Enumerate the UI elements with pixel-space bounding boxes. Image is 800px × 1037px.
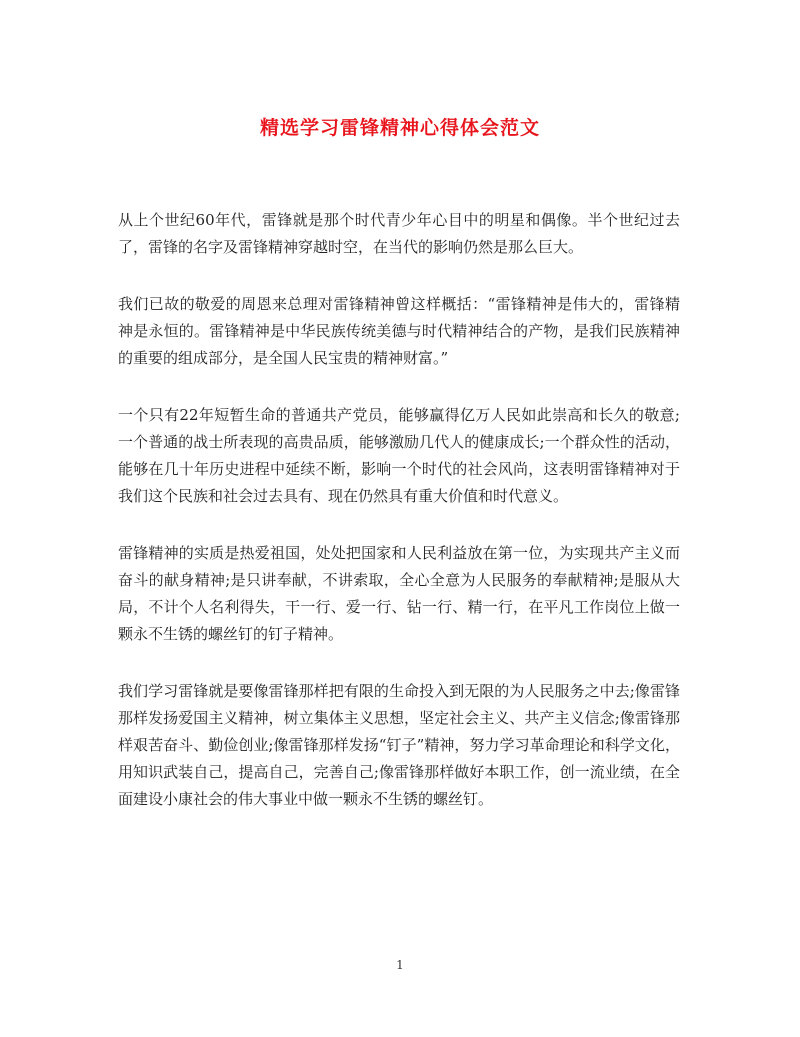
document-body <box>118 207 680 843</box>
paragraph-3: 一个只有22年短暂生命的普通共产党员，能够赢得亿万人民如此崇高和长久的敬意;一个普通的战士所表现的高贵品质，能够激励几代人的健康成长;一个群众性的活动，能够在几十年历史进程中延续不断，影响一个时代的社会风尚，这表明雷锋精神对于我们这个民族和社会过去具有、现在仍然具有重大价值和时代意义。 <box>118 406 680 505</box>
paragraph-2: 我们已故的敬爱的周恩来总理对雷锋精神曾这样概括：“雷锋精神是伟大的，雷锋精神是永恒的。雷锋精神是中华民族传统美德与时代精神结合的产物，是我们民族精神的重要的组成部分，是全国人民宝贵的精神财富。” <box>118 295 680 367</box>
paragraph-5: 我们学习雷锋就是要像雷锋那样把有限的生命投入到无限的为人民服务之中去;像雷锋那样发扬爱国主义精神，树立集体主义思想，坚定社会主义、共产主义信念;像雷锋那样艰苦奋斗、勤俭创业;像雷锋那样发扬“钉子”精神，努力学习革命理论和科学文化，用知识武装自己，提高自己，完善自己;像雷锋那样做好本职工作，创一流业绩，在全面建设小康社会的伟大事业中做一颗永不生锈的螺丝钉。 <box>118 682 680 808</box>
paragraph-4: 雷锋精神的实质是热爱祖国，处处把国家和人民利益放在第一位，为实现共产主义而奋斗的献身精神;是只讲奉献，不讲索取，全心全意为人民服务的奉献精神;是服从大局，不计个人名利得失，干一行、爱一行、钻一行、精一行，在平凡工作岗位上做一颗永不生锈的螺丝钉的钉子精神。 <box>118 544 680 643</box>
page-number: 1 <box>396 958 404 972</box>
document-title: 精选学习雷锋精神心得体会范文 <box>259 117 540 139</box>
paragraph-1: 从上个世纪60年代，雷锋就是那个时代青少年心目中的明星和偶像。半个世纪过去了，雷锋的名字及雷锋精神穿越时空，在当代的影响仍然是那么巨大。 <box>118 211 680 256</box>
